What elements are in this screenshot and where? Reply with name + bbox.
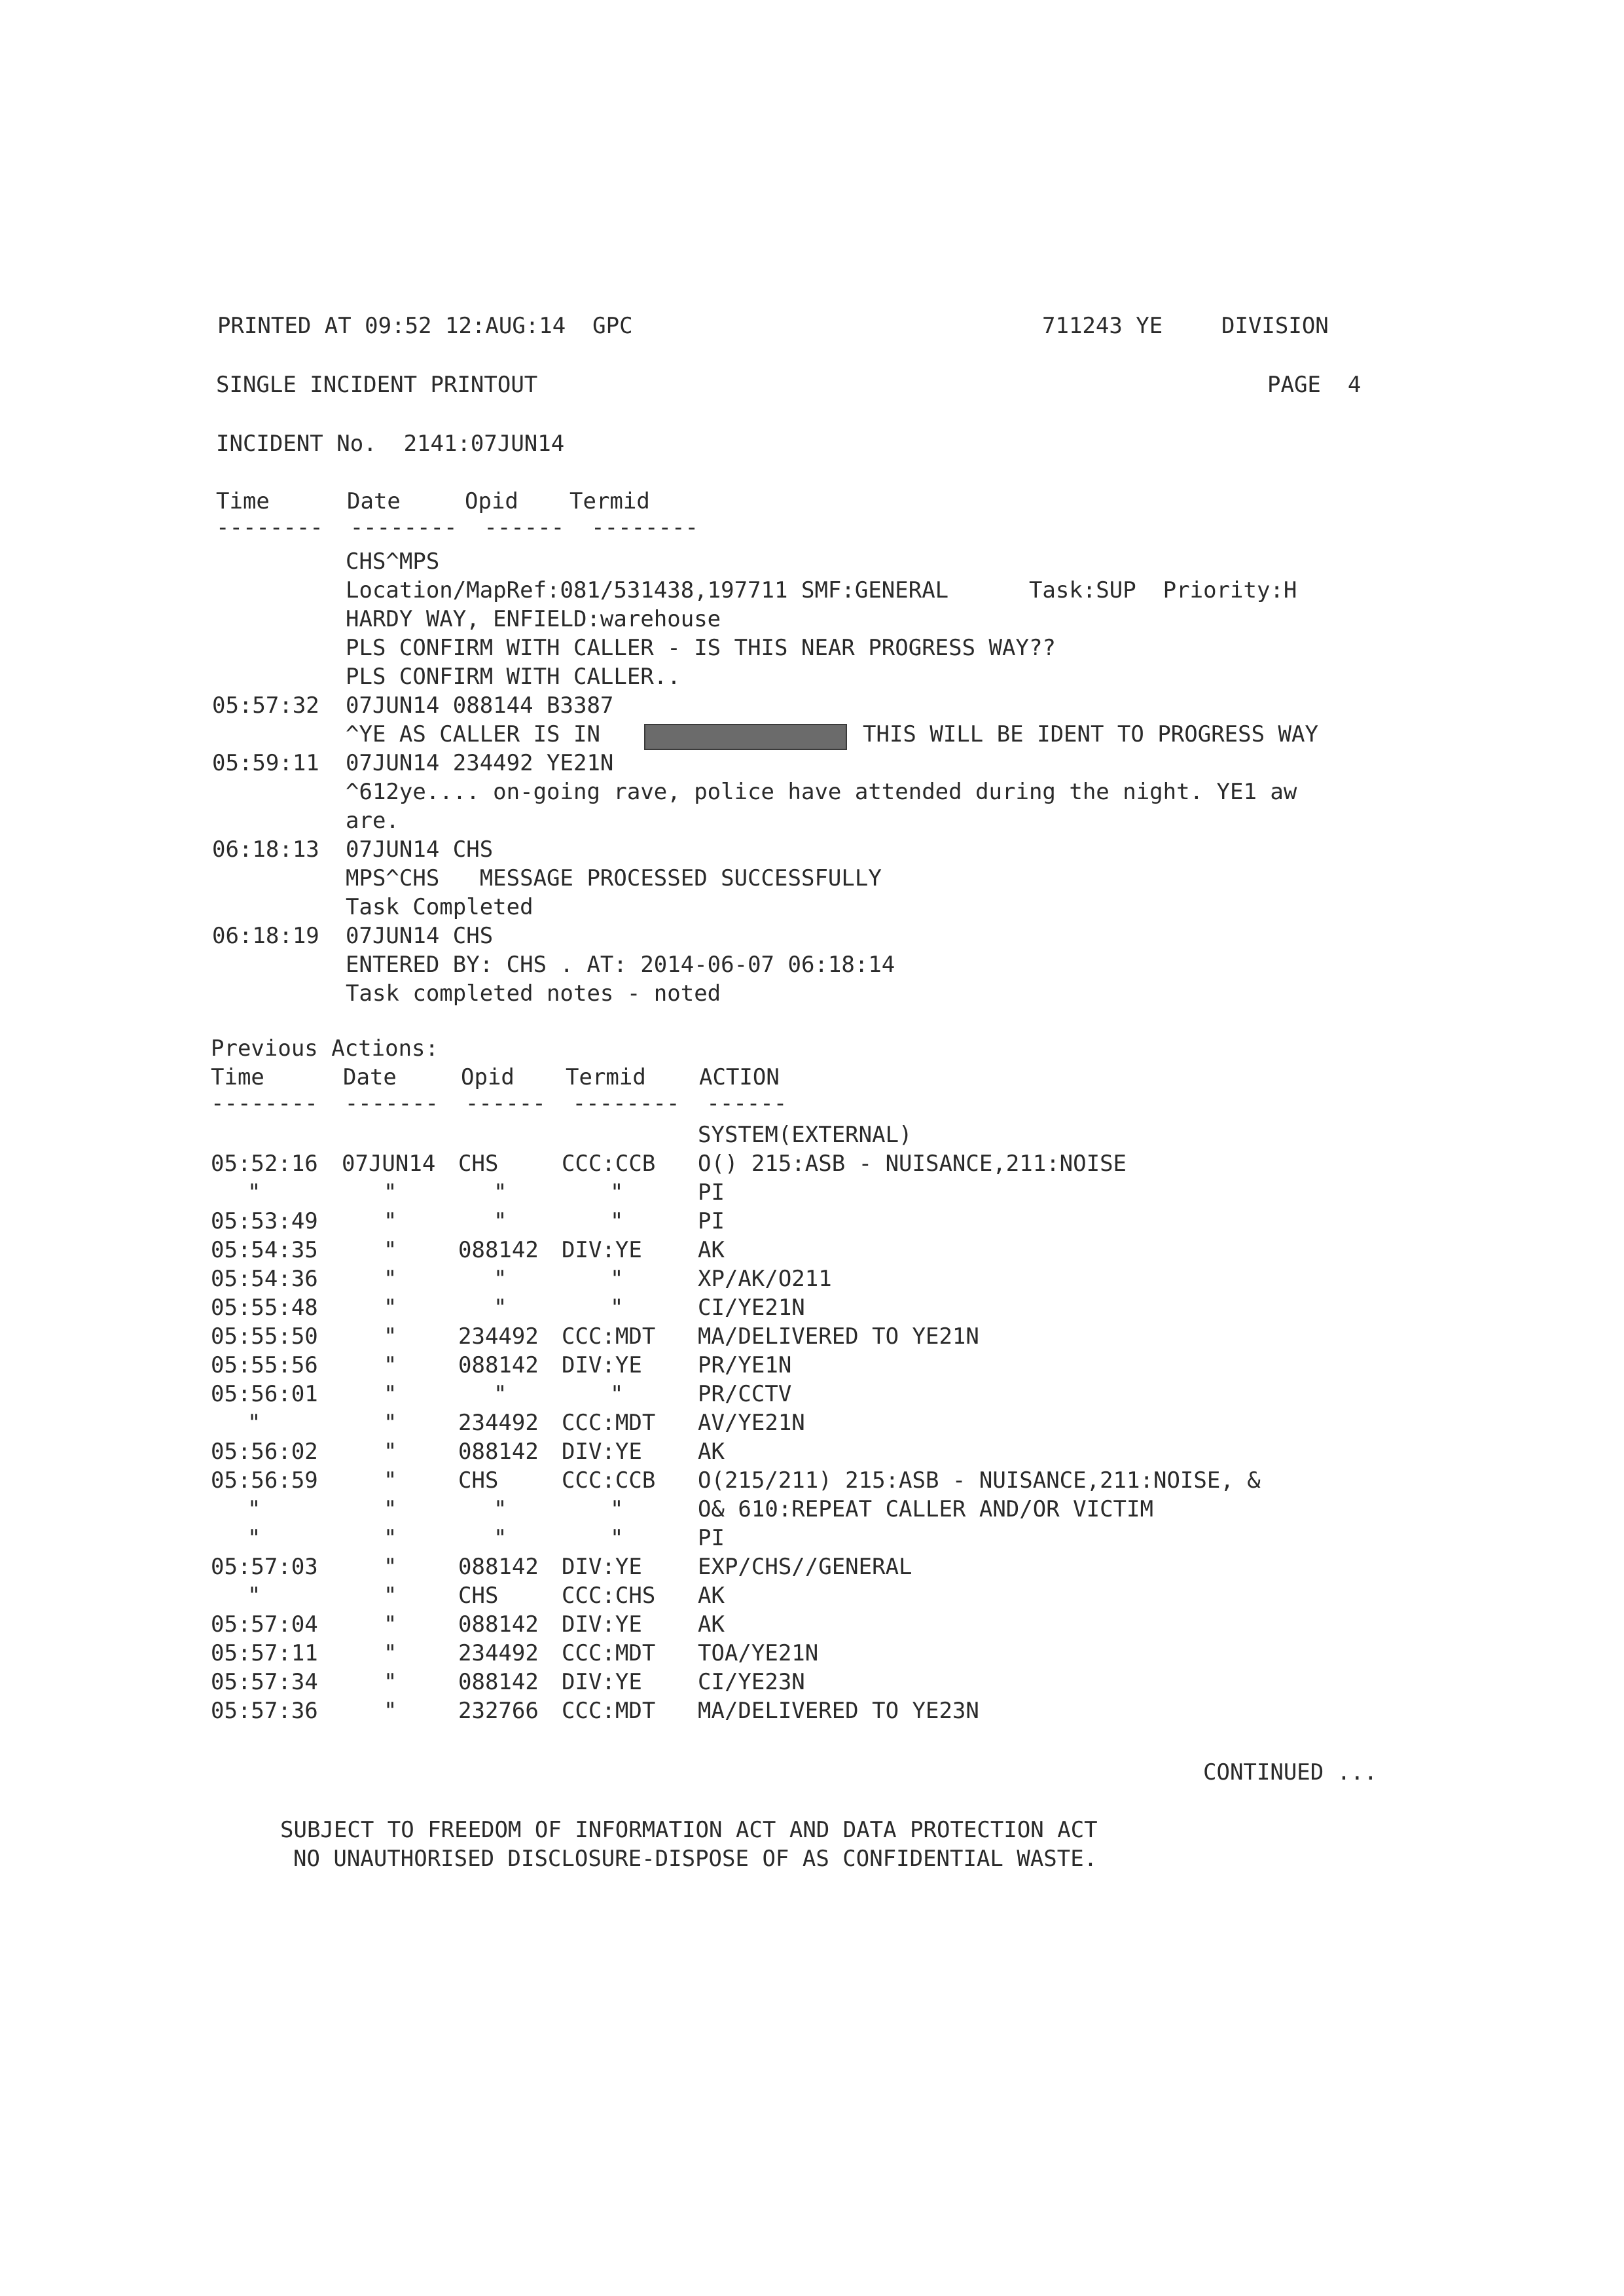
action-termid: " (610, 1381, 624, 1407)
log-time: 05:57:32 (212, 692, 319, 719)
page-number: PAGE 4 (1267, 372, 1362, 398)
action-time: " (247, 1525, 261, 1551)
action-opid: CHS (458, 1151, 499, 1177)
action-termid: DIV:YE (562, 1439, 642, 1465)
action-code: PR/YE1N (698, 1352, 792, 1378)
log-text: Location/MapRef:081/531438,197711 SMF:GENERAL Task:SUP Priority:H (346, 577, 1297, 603)
action-time: 05:54:36 (211, 1266, 318, 1292)
action-time: 05:56:02 (211, 1439, 318, 1465)
log-text: 07JUN14 CHS (346, 836, 494, 863)
column-header: Termid (566, 1064, 646, 1090)
action-code: CI/YE23N (698, 1669, 805, 1695)
action-termid: " (610, 1208, 624, 1234)
log-time: 05:59:11 (212, 750, 319, 776)
column-header: ACTION (699, 1064, 780, 1090)
log-text: ENTERED BY: CHS . AT: 2014-06-07 06:18:14 (346, 952, 895, 978)
action-opid: " (494, 1179, 507, 1206)
action-time: " (247, 1583, 261, 1609)
action-time: 05:57:04 (211, 1611, 318, 1638)
actions-header-rule: -------- ------- ------ -------- ------ (211, 1090, 787, 1117)
action-date: " (384, 1208, 397, 1234)
action-termid: " (610, 1295, 624, 1321)
action-time: 05:55:50 (211, 1323, 318, 1350)
action-opid: 234492 (458, 1640, 539, 1666)
action-termid: " (610, 1179, 624, 1206)
action-date: " (384, 1496, 397, 1522)
action-termid: CCC:CCB (562, 1467, 656, 1494)
action-code: PR/CCTV (698, 1381, 792, 1407)
action-termid: CCC:MDT (562, 1640, 656, 1666)
action-code: MA/DELIVERED TO YE21N (698, 1323, 979, 1350)
action-termid: DIV:YE (562, 1669, 642, 1695)
log-text: ^YE AS CALLER IS IN (346, 721, 600, 747)
action-code: PI (698, 1208, 725, 1234)
action-code: AK (698, 1611, 725, 1638)
action-date: " (384, 1611, 397, 1638)
action-opid: CHS (458, 1467, 499, 1494)
action-termid: DIV:YE (562, 1611, 642, 1638)
reference-number: 711243 YE (1042, 313, 1163, 339)
redaction-block (644, 724, 847, 750)
action-date: " (384, 1583, 397, 1609)
action-code: AK (698, 1439, 725, 1465)
action-termid: CCC:CCB (562, 1151, 656, 1177)
action-termid: DIV:YE (562, 1554, 642, 1580)
action-opid: " (494, 1525, 507, 1551)
action-date: " (384, 1266, 397, 1292)
incident-number: INCIDENT No. 2141:07JUN14 (216, 431, 565, 457)
log-text-after-redaction: THIS WILL BE IDENT TO PROGRESS WAY (863, 721, 1318, 747)
action-code: O(215/211) 215:ASB - NUISANCE,211:NOISE, & (698, 1467, 1261, 1494)
action-code: AV/YE21N (698, 1410, 805, 1436)
action-opid: 088142 (458, 1554, 539, 1580)
action-opid: 234492 (458, 1410, 539, 1436)
document-title: SINGLE INCIDENT PRINTOUT (216, 372, 538, 398)
action-opid: CHS (458, 1583, 499, 1609)
confidentiality-notice-line-1: SUBJECT TO FREEDOM OF INFORMATION ACT AND DATA PROTECTION ACT (280, 1817, 1098, 1843)
action-time: 05:52:16 (211, 1151, 318, 1177)
action-opid: 088142 (458, 1611, 539, 1638)
action-termid: DIV:YE (562, 1352, 642, 1378)
action-time: 05:54:35 (211, 1237, 318, 1263)
log-text: ^612ye.... on-going rave, police have attended during the night. YE1 aw (346, 779, 1297, 805)
log-text: 07JUN14 CHS (346, 923, 494, 949)
action-termid: DIV:YE (562, 1237, 642, 1263)
action-code: EXP/CHS//GENERAL (698, 1554, 912, 1580)
action-opid: 232766 (458, 1698, 539, 1724)
action-date: " (384, 1381, 397, 1407)
log-text: PLS CONFIRM WITH CALLER.. (346, 664, 681, 690)
printed-at-line: PRINTED AT 09:52 12:AUG:14 GPC (217, 313, 633, 339)
column-header: Time (211, 1064, 264, 1090)
action-time: 05:56:01 (211, 1381, 318, 1407)
action-time: 05:53:49 (211, 1208, 318, 1234)
log-time: 06:18:19 (212, 923, 319, 949)
action-date: " (384, 1237, 397, 1263)
action-date: " (384, 1295, 397, 1321)
column-header: Date (343, 1064, 397, 1090)
previous-actions-heading: Previous Actions: (211, 1035, 439, 1062)
action-code: O& 610:REPEAT CALLER AND/OR VICTIM (698, 1496, 1153, 1522)
action-opid: 088142 (458, 1352, 539, 1378)
action-opid: " (494, 1295, 507, 1321)
action-code: CI/YE21N (698, 1295, 805, 1321)
division-label: DIVISION (1221, 313, 1329, 339)
action-termid: CCC:MDT (562, 1698, 656, 1724)
action-date: " (384, 1525, 397, 1551)
action-date: " (384, 1698, 397, 1724)
column-header: Opid (465, 488, 518, 514)
action-time: 05:57:36 (211, 1698, 318, 1724)
action-date: " (384, 1669, 397, 1695)
action-time: 05:57:03 (211, 1554, 318, 1580)
column-header: Time (216, 488, 270, 514)
action-code: PI (698, 1525, 725, 1551)
action-time: 05:55:48 (211, 1295, 318, 1321)
log-text: 07JUN14 088144 B3387 (346, 692, 614, 719)
action-code: TOA/YE21N (698, 1640, 819, 1666)
action-opid: 088142 (458, 1669, 539, 1695)
action-code: AK (698, 1237, 725, 1263)
action-termid: " (610, 1266, 624, 1292)
action-date: 07JUN14 (342, 1151, 436, 1177)
action-date: " (384, 1554, 397, 1580)
action-termid: " (610, 1525, 624, 1551)
log-text: CHS^MPS (346, 548, 440, 575)
action-code: PI (698, 1179, 725, 1206)
action-time: 05:56:59 (211, 1467, 318, 1494)
action-time: 05:55:56 (211, 1352, 318, 1378)
log-text: 07JUN14 234492 YE21N (346, 750, 614, 776)
header-rule: -------- -------- ------ -------- (216, 514, 698, 541)
log-time: 06:18:13 (212, 836, 319, 863)
column-header: Termid (569, 488, 650, 514)
log-text: PLS CONFIRM WITH CALLER - IS THIS NEAR PROGRESS WAY?? (346, 635, 1056, 661)
action-code: AK (698, 1583, 725, 1609)
column-header: Opid (461, 1064, 514, 1090)
action-termid: CCC:MDT (562, 1323, 656, 1350)
action-opid: 234492 (458, 1323, 539, 1350)
action-time: " (247, 1410, 261, 1436)
action-opid: 088142 (458, 1237, 539, 1263)
action-opid: " (494, 1496, 507, 1522)
log-text: HARDY WAY, ENFIELD:warehouse (346, 606, 721, 632)
action-code: MA/DELIVERED TO YE23N (698, 1698, 979, 1724)
action-opid: " (494, 1208, 507, 1234)
action-time: " (247, 1496, 261, 1522)
action-termid: CCC:CHS (562, 1583, 656, 1609)
log-text: Task Completed (346, 894, 533, 920)
log-text: Task completed notes - noted (346, 980, 721, 1007)
action-code: O() 215:ASB - NUISANCE,211:NOISE (698, 1151, 1127, 1177)
log-text: are. (346, 808, 399, 834)
action-opid: " (494, 1266, 507, 1292)
action-date: " (384, 1467, 397, 1494)
action-time: " (247, 1179, 261, 1206)
action-opid: 088142 (458, 1439, 539, 1465)
action-date: " (384, 1179, 397, 1206)
continued-label: CONTINUED ... (1203, 1759, 1378, 1785)
action-date: " (384, 1640, 397, 1666)
action-code: SYSTEM(EXTERNAL) (698, 1122, 912, 1148)
action-date: " (384, 1439, 397, 1465)
action-termid: " (610, 1496, 624, 1522)
action-date: " (384, 1352, 397, 1378)
action-termid: CCC:MDT (562, 1410, 656, 1436)
column-header: Date (347, 488, 401, 514)
log-text: MPS^CHS MESSAGE PROCESSED SUCCESSFULLY (346, 865, 882, 891)
action-date: " (384, 1323, 397, 1350)
confidentiality-notice-line-2: NO UNAUTHORISED DISCLOSURE-DISPOSE OF AS CONFIDENTIAL WASTE. (293, 1846, 1098, 1872)
action-time: 05:57:34 (211, 1669, 318, 1695)
action-date: " (384, 1410, 397, 1436)
action-code: XP/AK/O211 (698, 1266, 832, 1292)
action-opid: " (494, 1381, 507, 1407)
action-time: 05:57:11 (211, 1640, 318, 1666)
